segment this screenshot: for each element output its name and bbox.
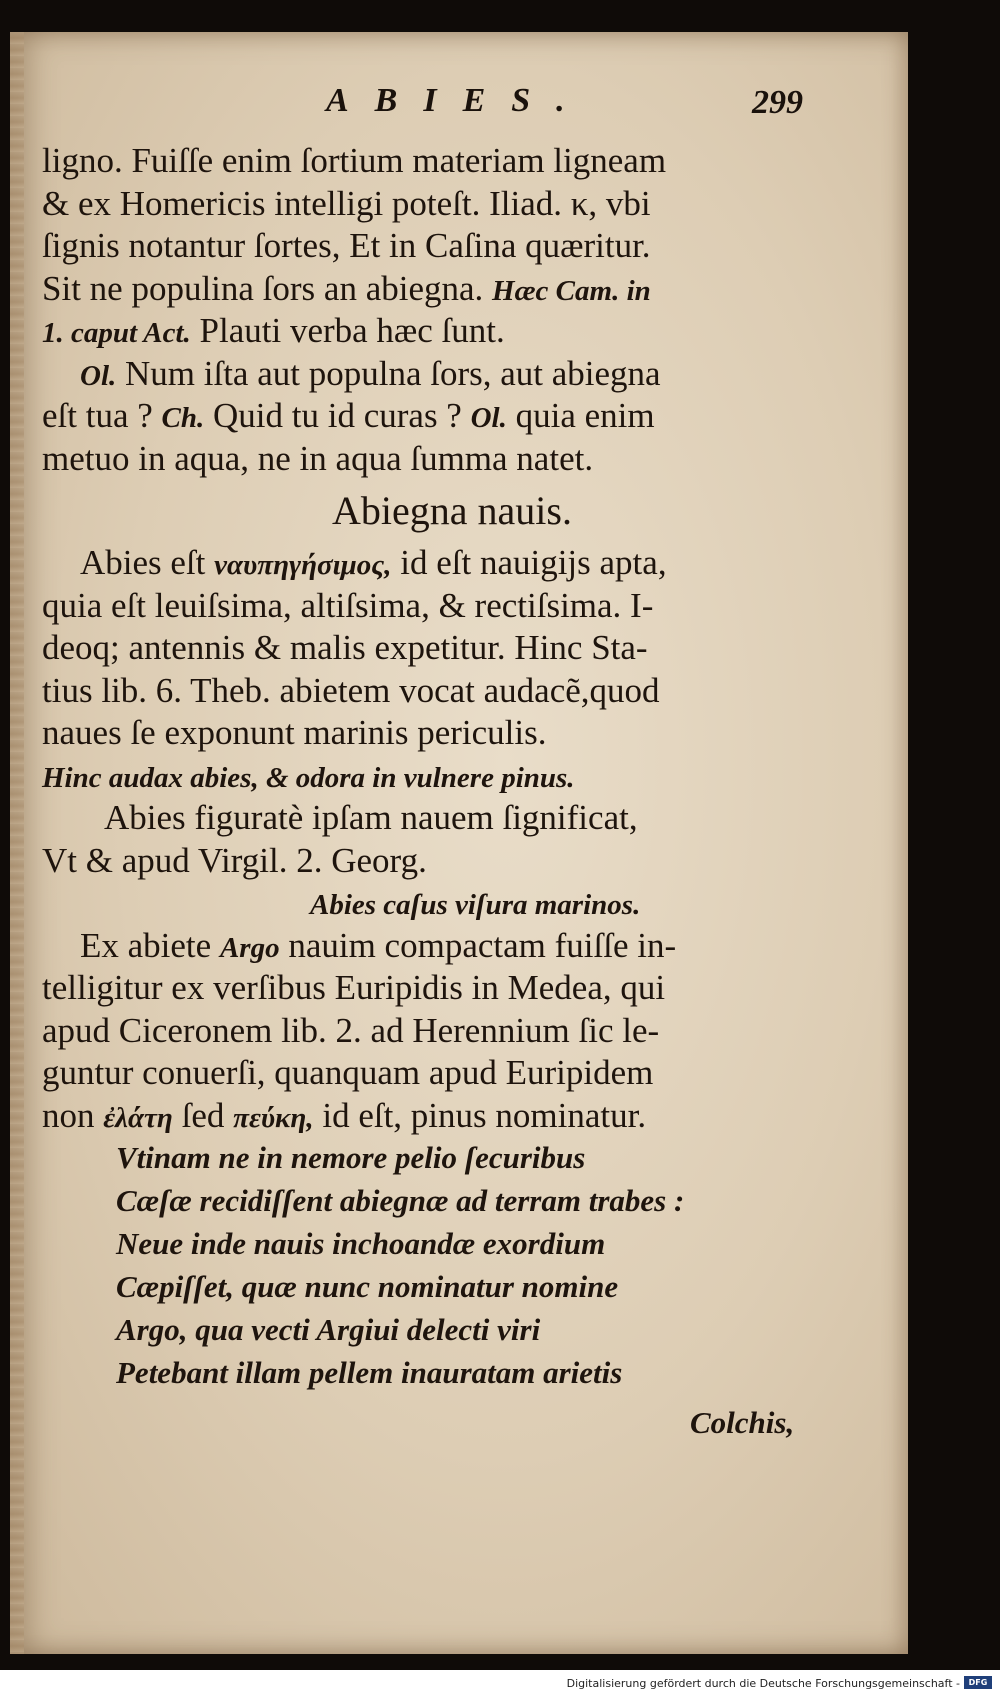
text-line <box>42 542 822 585</box>
verse-line: Petebant illam pellem inauratam arietis <box>116 1355 623 1390</box>
dialog-line: metuo in aqua, ne in aqua ſumma natet. <box>42 438 594 478</box>
text-line: apud Ciceronem lib. 2. ad Herennium ſic le- <box>42 1010 660 1050</box>
quotation: Hinc audax abies, & odora in vulnere pinus. <box>42 761 575 794</box>
text-line: guntur conuerſi, quanquam apud Euripidem <box>42 1053 654 1092</box>
text-line <box>42 268 822 311</box>
text-line <box>42 925 822 968</box>
text-span: id eſt nauigijs apta, <box>400 543 667 582</box>
page-number: 299 <box>752 84 803 121</box>
text-line: Vt & apud Virgil. 2. Georg. <box>42 840 427 880</box>
verse-line: Cæpiſſet, quæ nunc nominatur nomine <box>116 1269 619 1304</box>
verse-line: Argo, qua vecti Argiui delecti viri <box>116 1312 541 1347</box>
text-line: telligitur ex verſibus Euripidis in Medea, qui <box>42 968 666 1007</box>
text-line: quia eſt leuiſsima, altiſsima, & rectiſsima. I- <box>42 585 654 625</box>
text-line: ſignis notantur ſortes, Et in Caſina quæritur. <box>42 226 651 265</box>
text-line: ligno. Fuiſſe enim ſortium materiam ligneam <box>42 141 667 180</box>
text-line: Abies figuratè ipſam nauem ſignificat, <box>104 798 638 837</box>
text-span: Abies eſt <box>80 543 206 582</box>
funding-credit: Digitalisierung gefördert durch die Deutsche Forschungsgemeinschaft - <box>566 1677 960 1690</box>
greek-word: ἐλάτη <box>103 1101 173 1134</box>
text-line <box>42 310 822 353</box>
dialog-line <box>42 353 822 396</box>
greek-word: ναυπηγήσιμος, <box>214 549 392 581</box>
verse-line: Neue inde nauis inchoandæ exordium <box>116 1226 606 1261</box>
speaker-label: Ol. <box>470 402 507 434</box>
verse-block <box>42 1137 822 1395</box>
speaker-label: Ol. <box>80 359 117 392</box>
dialog-line <box>42 395 822 438</box>
text-line <box>42 1095 822 1138</box>
marginal-reference: Hæc Cam. in <box>492 274 651 307</box>
catchword: Colchis, <box>690 1405 795 1440</box>
section-heading: Abiegna nauis. <box>332 488 572 533</box>
digitization-footer <box>0 1670 1000 1696</box>
text-line: naues ſe exponunt marinis periculis. <box>42 713 547 752</box>
page-gutter-edge <box>10 32 24 1654</box>
text-span: non <box>42 1095 95 1135</box>
text-line: deoq; antennis & malis expetitur. Hinc Sta- <box>42 628 648 667</box>
text-line: & ex Homericis intelligi poteſt. Iliad. κ, vbi <box>42 183 651 223</box>
text-span: nauim compactam fuiſſe in- <box>288 925 677 965</box>
dialog-text: Quid tu id curas ? <box>213 396 462 435</box>
text-span: id eſt, pinus nominatur. <box>322 1095 647 1135</box>
text-span: Plauti verba hæc ſunt. <box>199 311 505 350</box>
dialog-text: eſt tua ? <box>42 396 153 435</box>
page-text <box>42 140 822 1445</box>
greek-word: πεύκη, <box>233 1101 314 1134</box>
dfg-logo: DFG <box>964 1676 992 1689</box>
verse-line: Cæſæ recidiſſent abiegnæ ad terram trabes : <box>116 1183 685 1218</box>
text-span: ſed <box>181 1095 225 1135</box>
chapter-reference: 1. caput Act. <box>42 317 191 349</box>
page-header <box>0 82 1000 132</box>
speaker-label: Ch. <box>161 402 205 434</box>
text-line: tius lib. 6. Theb. abietem vocat audacẽ,quod <box>42 670 660 710</box>
quote-line <box>42 755 822 798</box>
dialog-text: Num iſta aut populna ſors, aut abiegna <box>125 353 661 393</box>
quote-line <box>42 882 822 925</box>
dialog-text: quia enim <box>515 396 655 435</box>
running-title: ABIES. <box>326 82 591 119</box>
verse-line: Vtinam ne in nemore pelio ſecuribus <box>116 1140 586 1175</box>
text-span: Ex abiete <box>80 925 212 965</box>
quotation: Abies caſus viſura marinos. <box>310 889 641 921</box>
proper-name: Argo <box>219 931 280 964</box>
text-span: Sit ne populina ſors an abiegna. <box>42 268 484 308</box>
